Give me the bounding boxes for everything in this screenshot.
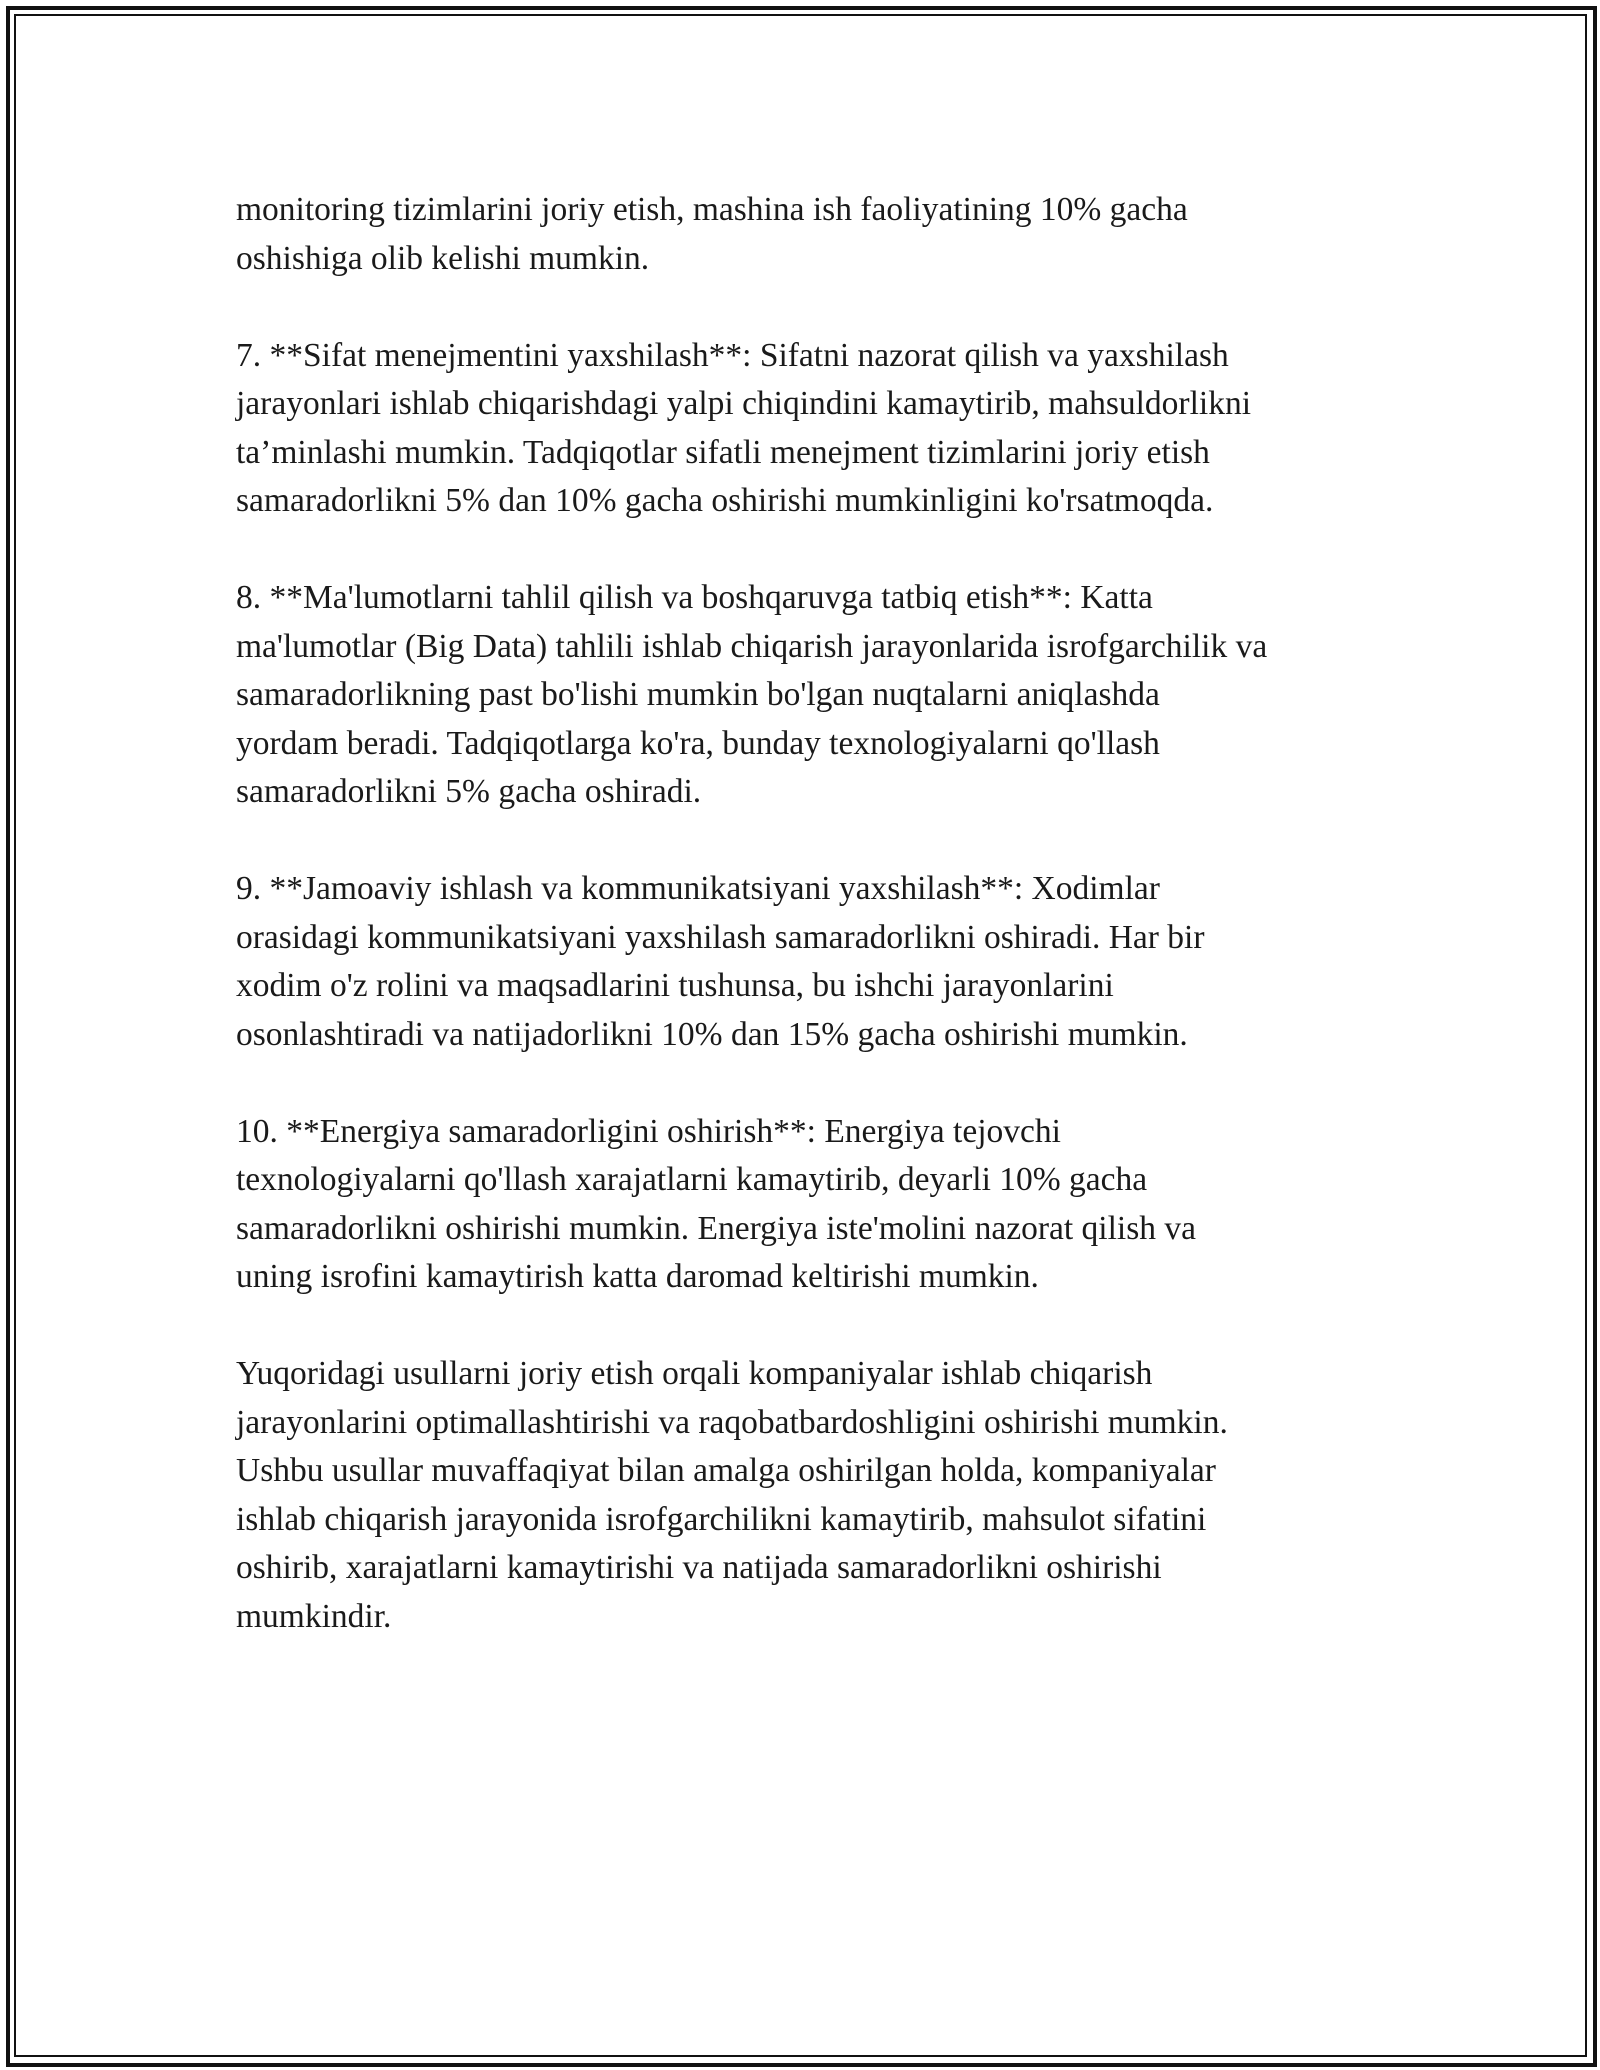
paragraph-conclusion: Yuqoridagi usullarni joriy etish orqali kompaniyalar ishlab chiqarish jarayonlarini optimallashtirishi va raqobatbardoshligini oshirishi mumkin. Ushbu usullar muvaffaqiyat bilan amalga oshirilgan holda, kompaniyalar ishlab chiqarish jarayonida isrofgarchilikni kamaytirib, mahsulot sifatini oshirib, xarajatlarni kamaytirishi va natijada samaradorlikni oshirishi mumkindir. bbox=[236, 1355, 1228, 1635]
paragraph-teamwork-communication: 9. **Jamoaviy ishlash va kommunikatsiyani yaxshilash**: Xodimlar orasidagi kommunikatsiyani yaxshilash samaradorlikni oshiradi. Har bir xodim o'z rolini va maqsadlarini tushunsa, bu ishchi jarayonlarini osonlashtiradi va natijadorlikni 10% dan 15% gacha oshirishi mumkin. bbox=[236, 870, 1205, 1053]
paragraph-energy-efficiency: 10. **Energiya samaradorligini oshirish**: Energiya tejovchi texnologiyalarni qo'llash xarajatlarni kamaytirib, deyarli 10% gacha samaradorlikni oshirishi mumkin. Energiya iste'molini nazorat qilish va uning isrofini kamaytirish katta daromad keltirishi mumkin. bbox=[236, 1112, 1197, 1295]
paragraph-quality-management: 7. **Sifat menejmentini yaxshilash**: Sifatni nazorat qilish va yaxshilash jarayonlari ishlab chiqarishdagi yalpi chiqindini kamaytirib, mahsuldorlikni ta’minlashi mumkin. Tadqiqotlar sifatli menejment tizimlarini joriy etish samaradorlikni 5% dan 10% gacha oshirishi mumkinligini ko'rsatmoqda. bbox=[236, 336, 1252, 519]
paragraph-data-analysis: 8. **Ma'lumotlarni tahlil qilish va boshqaruvga tatbiq etish**: Katta ma'lumotlar (Big Data) tahlili ishlab chiqarish jarayonlarida isrofgarchilik va samaradorlikning past bo'lishi mumkin bo'lgan nuqtalarni aniqlashda yordam beradi. Tadqiqotlarga ko'ra, bunday texnologiyalarni qo'llash samaradorlikni 5% gacha oshiradi. bbox=[236, 579, 1268, 810]
document-body bbox=[236, 186, 1396, 1690]
paragraph-monitoring-continuation: monitoring tizimlarini joriy etish, mashina ish faoliyatining 10% gacha oshishiga olib kelishi mumkin. bbox=[236, 191, 1188, 277]
